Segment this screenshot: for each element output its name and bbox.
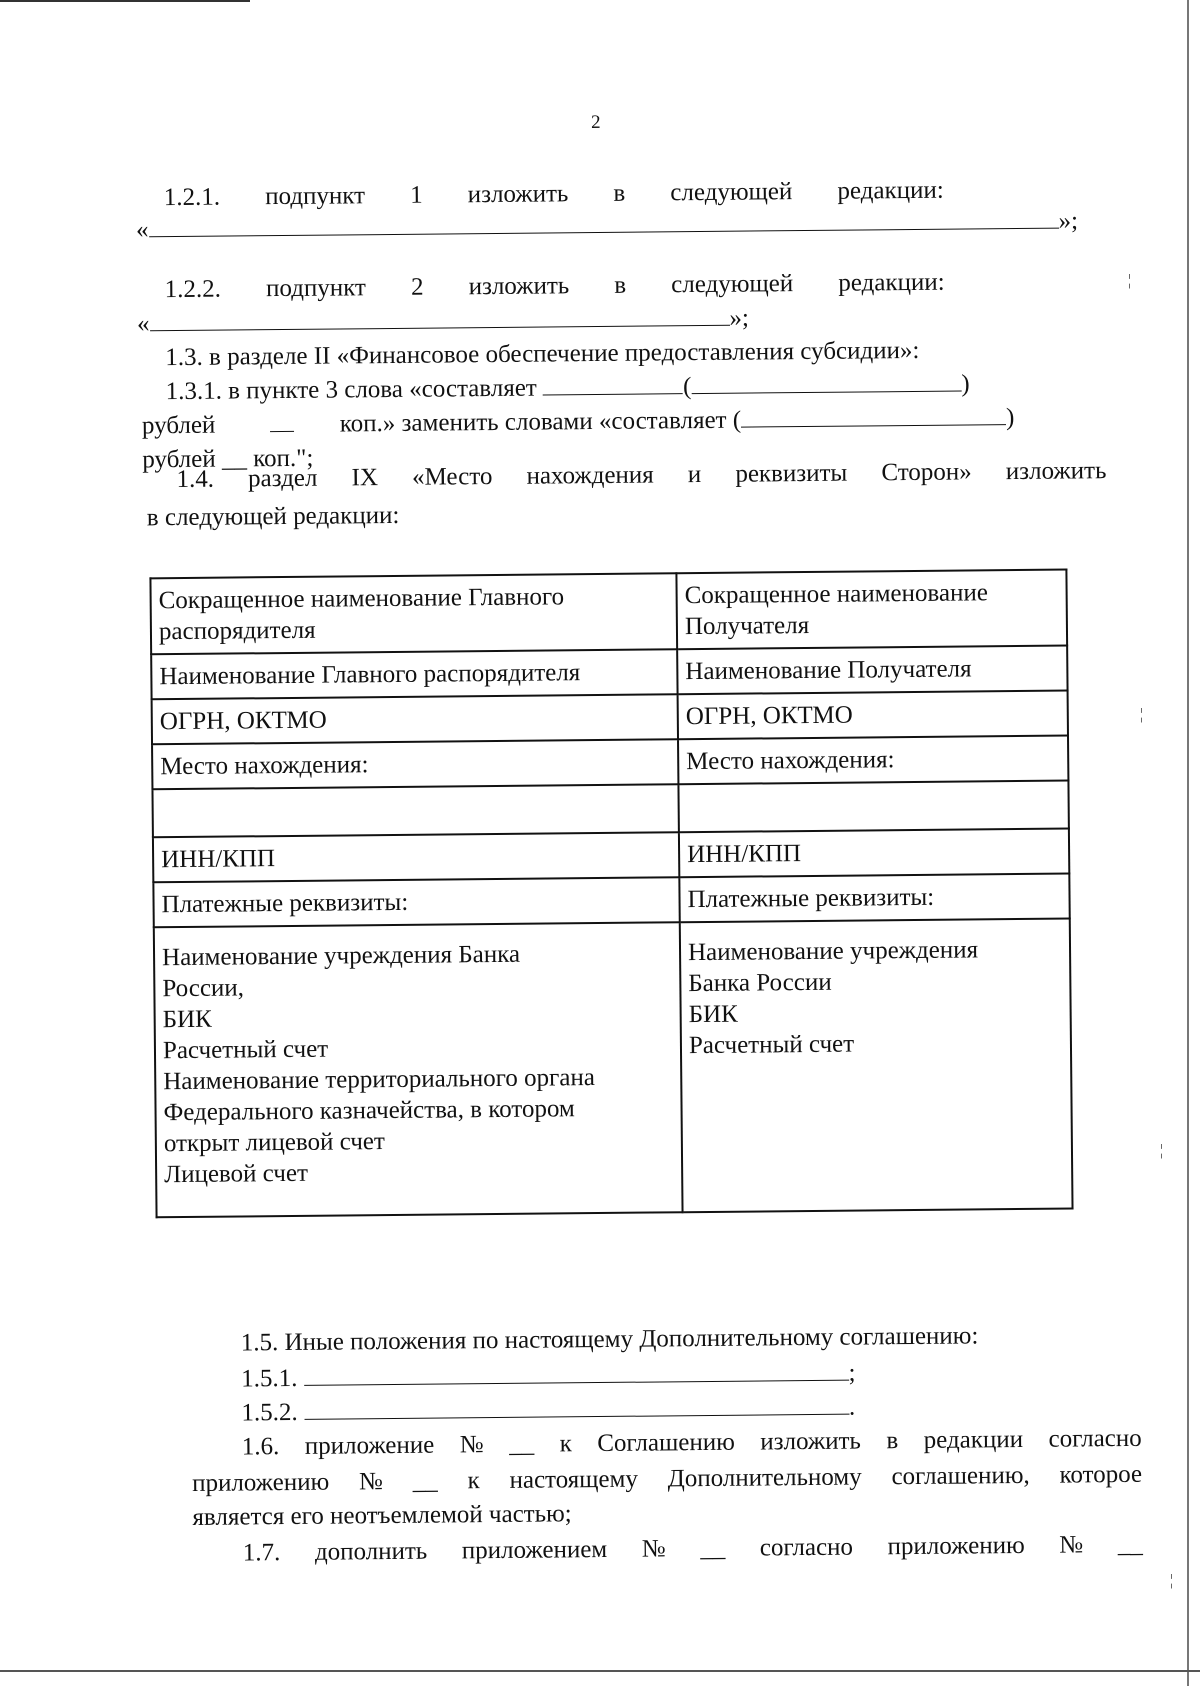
table-cell: ИНН/КПП: [679, 828, 1069, 877]
table-cell: Платежные реквизиты:: [153, 877, 679, 927]
item-1-3-1-line2: рублей коп.» заменить словами «составляет ( ): [141, 404, 1015, 440]
page-number: 2: [590, 111, 601, 134]
table-cell: ОГРН, ОКТМО: [678, 691, 1068, 740]
table-row-empty: [152, 781, 1068, 838]
table-row: [154, 918, 1073, 1217]
item-1-5-1: 1.5.1. ;: [240, 1359, 856, 1393]
item-1-3-1: 1.3.1. в пункте 3 слова «составляет ( ): [165, 370, 970, 406]
blank-line: [543, 373, 683, 395]
table-cell-empty: [152, 784, 678, 837]
item-1-5: 1.5. Иные положения по настоящему Дополнительному соглашению:: [240, 1322, 979, 1357]
item-1-3-1-line3: рублей __ коп.";: [142, 444, 314, 474]
table-cell: Платежные реквизиты:: [679, 873, 1069, 922]
item-1-2-2-blank: « »;: [136, 304, 750, 338]
scan-edge-top: [0, 0, 250, 2]
table-cell: ИНН/КПП: [153, 832, 679, 882]
table-cell: Сокращенное наименование Получателя: [676, 570, 1067, 650]
item-1-2-1-heading: 1.2.1. подпункт 1 изложить в следующей редакции:: [163, 176, 944, 212]
blank-line: [148, 208, 1058, 238]
requisites-table: [149, 569, 1073, 1219]
table-cell-bank-details-left: Наименование учреждения Банка России, БИК Расчетный счет Наименование территориального органа Федерального казначейства, в котором открыт лицевой счет Лицевой счет: [154, 922, 683, 1217]
blank-line: [304, 1394, 849, 1420]
table-cell-bank-details-right: Наименование учреждения Банка России БИК Расчетный счет: [680, 918, 1073, 1212]
blank-line: [149, 305, 729, 332]
item-1-2-1-blank: « »;: [135, 207, 1079, 244]
item-1-6: 1.6. приложение № __ к Соглашению изложить в редакции согласно: [241, 1424, 1142, 1461]
table-cell: Место нахождения:: [678, 736, 1068, 785]
blank-line: [303, 1360, 848, 1386]
table-cell: Наименование Главного распорядителя: [151, 649, 677, 699]
scan-speck: ¦: [1160, 1142, 1164, 1159]
item-1-4: 1.4. раздел IX «Место нахождения и реквизиты Сторон» изложить: [176, 457, 1107, 494]
table-cell: ОГРН, ОКТМО: [152, 694, 678, 744]
blank-line: [269, 411, 293, 432]
blank-line: [741, 404, 1006, 428]
scan-speck: ¦: [1128, 272, 1132, 289]
table-cell: Наименование Получателя: [677, 646, 1067, 695]
item-1-5-2: 1.5.2. .: [241, 1393, 856, 1427]
table-cell-empty: [678, 781, 1068, 833]
item-1-7: 1.7. дополнить приложением № __ согласно приложению № __: [242, 1530, 1143, 1567]
blank-line: [691, 371, 961, 395]
table-cell: Место нахождения:: [152, 739, 678, 789]
item-1-4-line2: в следующей редакции:: [146, 501, 400, 532]
table-row: [150, 570, 1067, 655]
item-1-2-2-heading: 1.2.2. подпункт 2 изложить в следующей редакции:: [164, 268, 945, 304]
item-1-6-line2: приложению № __ к настоящему Дополнительному соглашению, которое: [191, 1460, 1143, 1497]
table-cell: Сокращенное наименование Главного распорядителя: [150, 573, 677, 654]
item-1-3: 1.3. в разделе II «Финансовое обеспечение предоставления субсидии»:: [165, 336, 920, 372]
scan-speck: ¦: [1140, 706, 1144, 723]
item-1-6-line3: является его неотъемлемой частью;: [192, 1500, 572, 1531]
scan-speck: ¦: [1170, 1572, 1174, 1589]
